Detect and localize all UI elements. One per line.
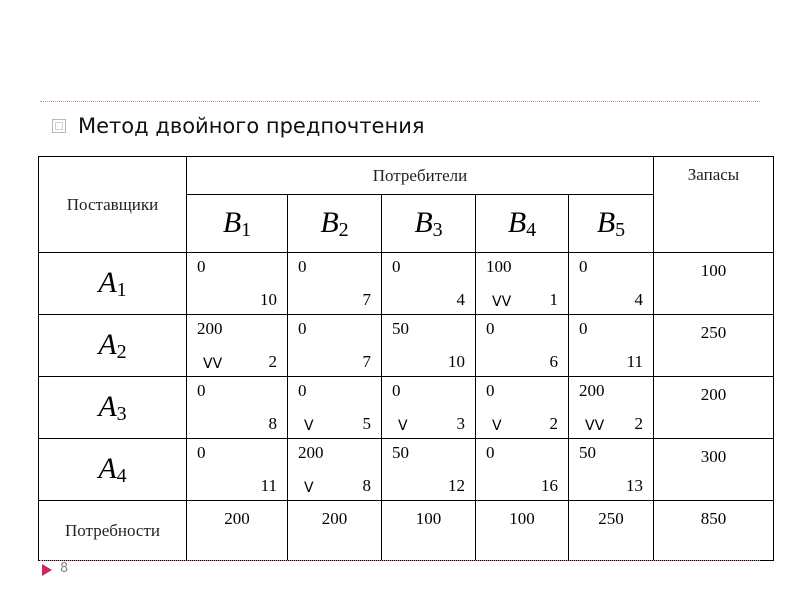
consumer-b2: $B_2$ xyxy=(288,195,382,253)
demand-b3: 100 xyxy=(382,501,476,561)
cell-a3-b4: 0 V 2 xyxy=(476,377,569,439)
stock-a4: 300 xyxy=(654,439,774,501)
page-number: 8 xyxy=(60,561,69,576)
supplier-a1: $A_1$ xyxy=(39,253,187,315)
cell-a2-b2: 0 7 xyxy=(288,315,382,377)
cell-a1-b1: 0 10 xyxy=(187,253,288,315)
cell-a3-b1: 0 8 xyxy=(187,377,288,439)
cell-a1-b3: 0 4 xyxy=(382,253,476,315)
supplier-a4: $A_4$ xyxy=(39,439,187,501)
cell-a2-b3: 50 10 xyxy=(382,315,476,377)
transport-table xyxy=(38,156,774,561)
suppliers-header: Поставщики xyxy=(39,157,187,253)
cell-a2-b5: 0 11 xyxy=(569,315,654,377)
consumer-b3: $B_3$ xyxy=(382,195,476,253)
title-row xyxy=(52,114,425,138)
demand-b1: 200 xyxy=(187,501,288,561)
cell-a3-b5: 200 VV 2 xyxy=(569,377,654,439)
total-value: 850 xyxy=(654,501,774,561)
stock-header: Запасы xyxy=(654,157,774,253)
stock-a1: 100 xyxy=(654,253,774,315)
bottom-divider xyxy=(40,560,760,561)
consumer-b5: $B_5$ xyxy=(569,195,654,253)
cell-a4-b1: 0 11 xyxy=(187,439,288,501)
cell-a4-b2: 200 V 8 xyxy=(288,439,382,501)
demand-row xyxy=(39,501,774,561)
demand-b2: 200 xyxy=(288,501,382,561)
cell-a1-b4: 100 VV 1 xyxy=(476,253,569,315)
cell-a2-b1: 200 VV 2 xyxy=(187,315,288,377)
cell-a3-b2: 0 V 5 xyxy=(288,377,382,439)
table-row xyxy=(39,315,774,377)
supplier-a2: $A_2$ xyxy=(39,315,187,377)
cell-a2-b4: 0 6 xyxy=(476,315,569,377)
supplier-a3: $A_3$ xyxy=(39,377,187,439)
consumer-b1: $B_1$ xyxy=(187,195,288,253)
demand-b4: 100 xyxy=(476,501,569,561)
cell-a3-b3: 0 V 3 xyxy=(382,377,476,439)
cell-a4-b3: 50 12 xyxy=(382,439,476,501)
cell-a4-b4: 0 16 xyxy=(476,439,569,501)
arrow-right-icon xyxy=(42,564,52,576)
slide-title: Метод двойного предпочтения xyxy=(78,114,425,138)
demand-b5: 250 xyxy=(569,501,654,561)
stock-a3: 200 xyxy=(654,377,774,439)
consumers-header: Потребители xyxy=(187,157,654,195)
cell-a4-b5: 50 13 xyxy=(569,439,654,501)
demand-label: Потребности xyxy=(39,501,187,561)
cell-a1-b2: 0 7 xyxy=(288,253,382,315)
table-row xyxy=(39,253,774,315)
bullet-icon xyxy=(52,119,66,133)
stock-a2: 250 xyxy=(654,315,774,377)
table-row xyxy=(39,377,774,439)
cell-a1-b5: 0 4 xyxy=(569,253,654,315)
table-row xyxy=(39,439,774,501)
consumer-b4: $B_4$ xyxy=(476,195,569,253)
top-divider xyxy=(40,101,760,102)
